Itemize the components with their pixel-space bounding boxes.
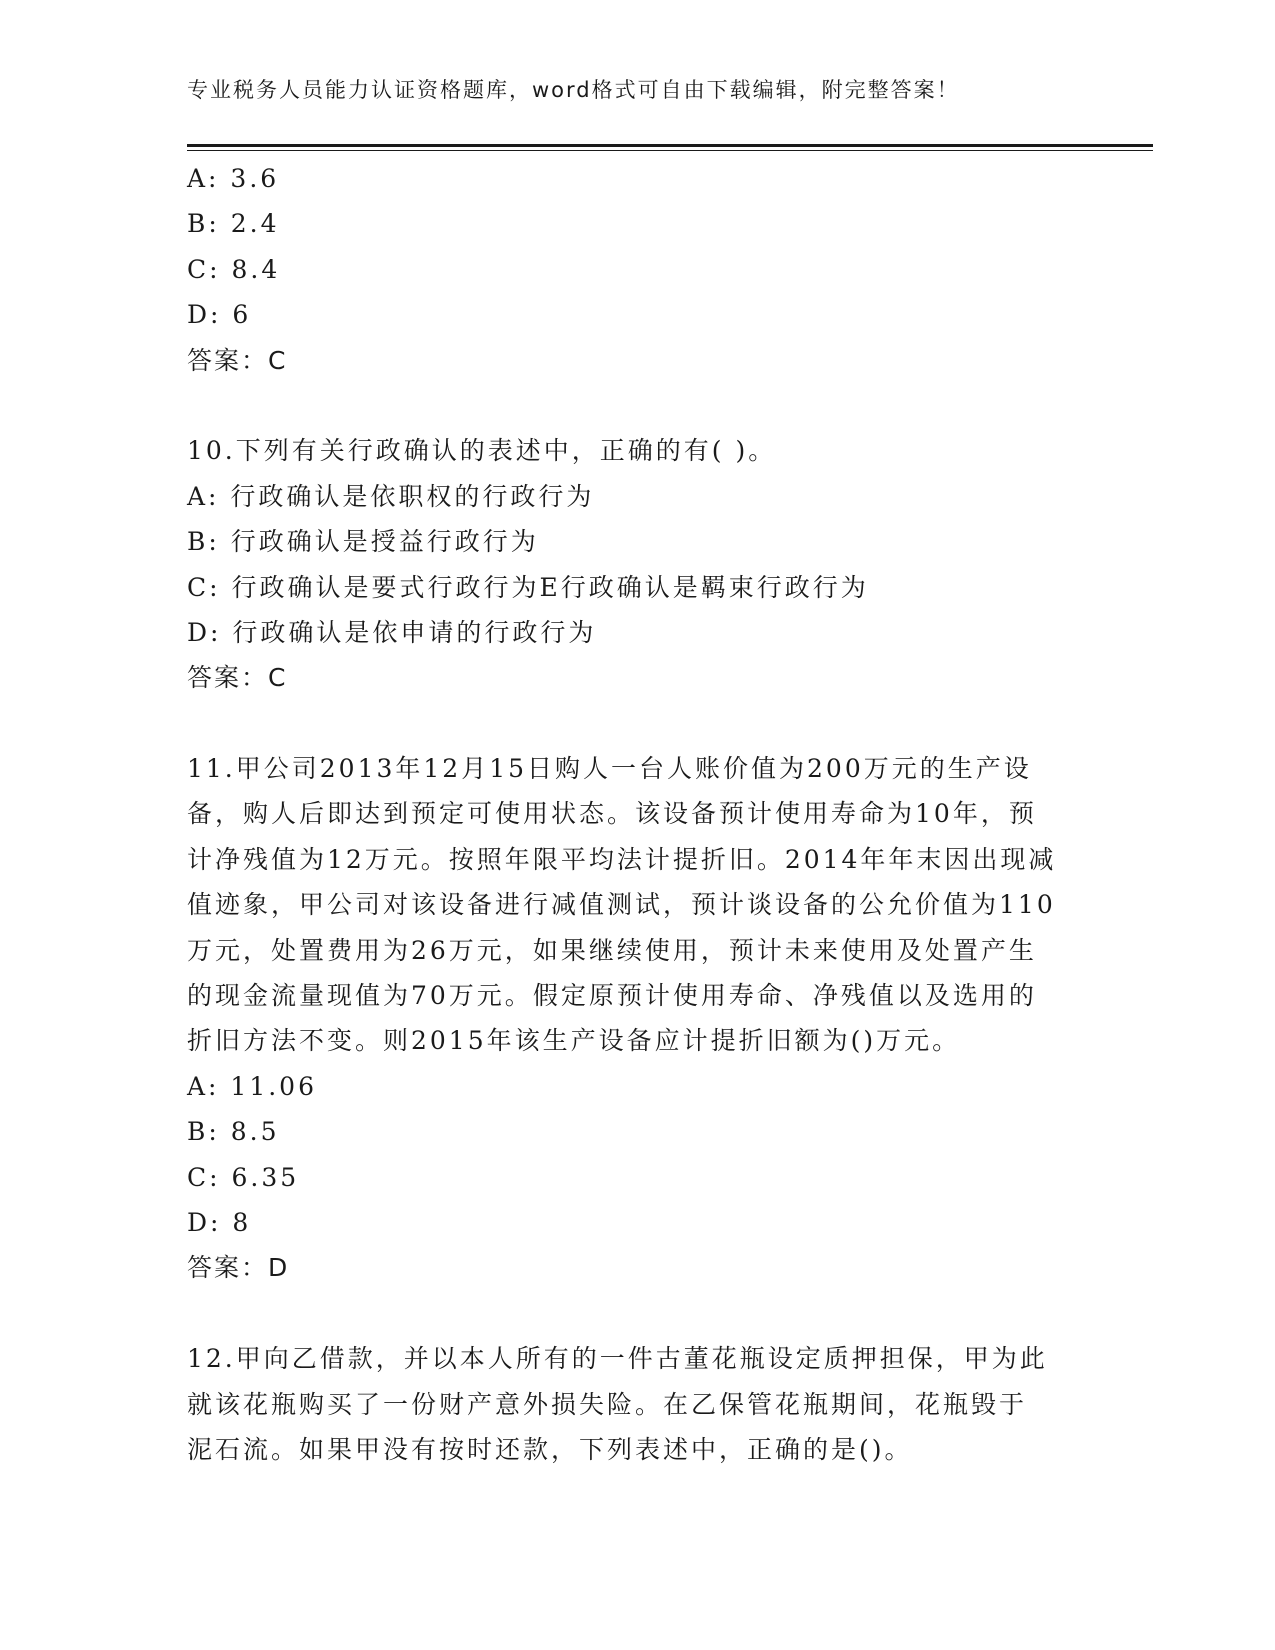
document-body — [187, 156, 1087, 1472]
option-b: B: 2.4 — [187, 209, 280, 239]
option-a: A: 3.6 — [187, 164, 280, 193]
question-9 — [187, 156, 1087, 383]
spacer — [187, 1291, 1087, 1336]
option-b: B: 行政确认是授益行政行为 — [187, 527, 539, 557]
question-text: 折旧方法不变。则2015年该生产设备应计提折旧额为()万元。 — [187, 1026, 961, 1056]
document-header: 专业税务人员能力认证资格题库，word格式可自由下载编辑，附完整答案！ — [187, 78, 960, 102]
question-10 — [187, 428, 1087, 700]
option-c: C: 行政确认是要式行政行为E行政确认是羁束行政行为 — [187, 572, 869, 602]
question-text: 泥石流。如果甲没有按时还款，下列表述中，正确的是()。 — [187, 1434, 913, 1464]
question-text: 备，购人后即达到预定可使用状态。该设备预计使用寿命为10年，预 — [187, 799, 1037, 829]
option-a: A: 行政确认是依职权的行政行为 — [187, 481, 595, 511]
option-a: A: 11.06 — [187, 1071, 317, 1101]
question-text: 的现金流量现值为70万元。假定原预计使用寿命、净残值以及选用的 — [187, 981, 1037, 1011]
option-c: C: 8.4 — [187, 254, 281, 284]
option-d: D: 8 — [187, 1207, 252, 1237]
question-text: 10.下列有关行政确认的表述中，正确的有( )。 — [187, 436, 777, 466]
spacer — [187, 383, 1087, 428]
question-11 — [187, 746, 1087, 1291]
header-rule-thin — [187, 150, 1153, 151]
option-d: D: 6 — [187, 300, 252, 330]
header-rule-thick — [187, 144, 1153, 147]
question-text: 就该花瓶购买了一份财产意外损失险。在乙保管花瓶期间，花瓶毁于 — [187, 1389, 1028, 1419]
option-c: C: 6.35 — [187, 1162, 300, 1192]
option-d: D: 行政确认是依申请的行政行为 — [187, 617, 597, 647]
answer-line: 答案：C — [187, 663, 288, 693]
option-b: B: 8.5 — [187, 1117, 280, 1147]
answer-line: 答案：C — [187, 345, 288, 375]
spacer — [187, 701, 1087, 746]
question-text: 万元，处置费用为26万元，如果继续使用，预计未来使用及处置产生 — [187, 935, 1037, 965]
question-12 — [187, 1336, 1087, 1472]
question-text: 11.甲公司2013年12月15日购人一台人账价值为200万元的生产设 — [187, 754, 1032, 784]
question-text: 计净残值为12万元。按照年限平均法计提折旧。2014年年末因出现减 — [187, 844, 1057, 874]
question-text: 12.甲向乙借款，并以本人所有的一件古董花瓶设定质押担保，甲为此 — [187, 1344, 1048, 1374]
question-text: 值迹象，甲公司对该设备进行减值测试，预计谈设备的公允价值为110 — [187, 890, 1056, 920]
answer-line: 答案：D — [187, 1253, 290, 1283]
